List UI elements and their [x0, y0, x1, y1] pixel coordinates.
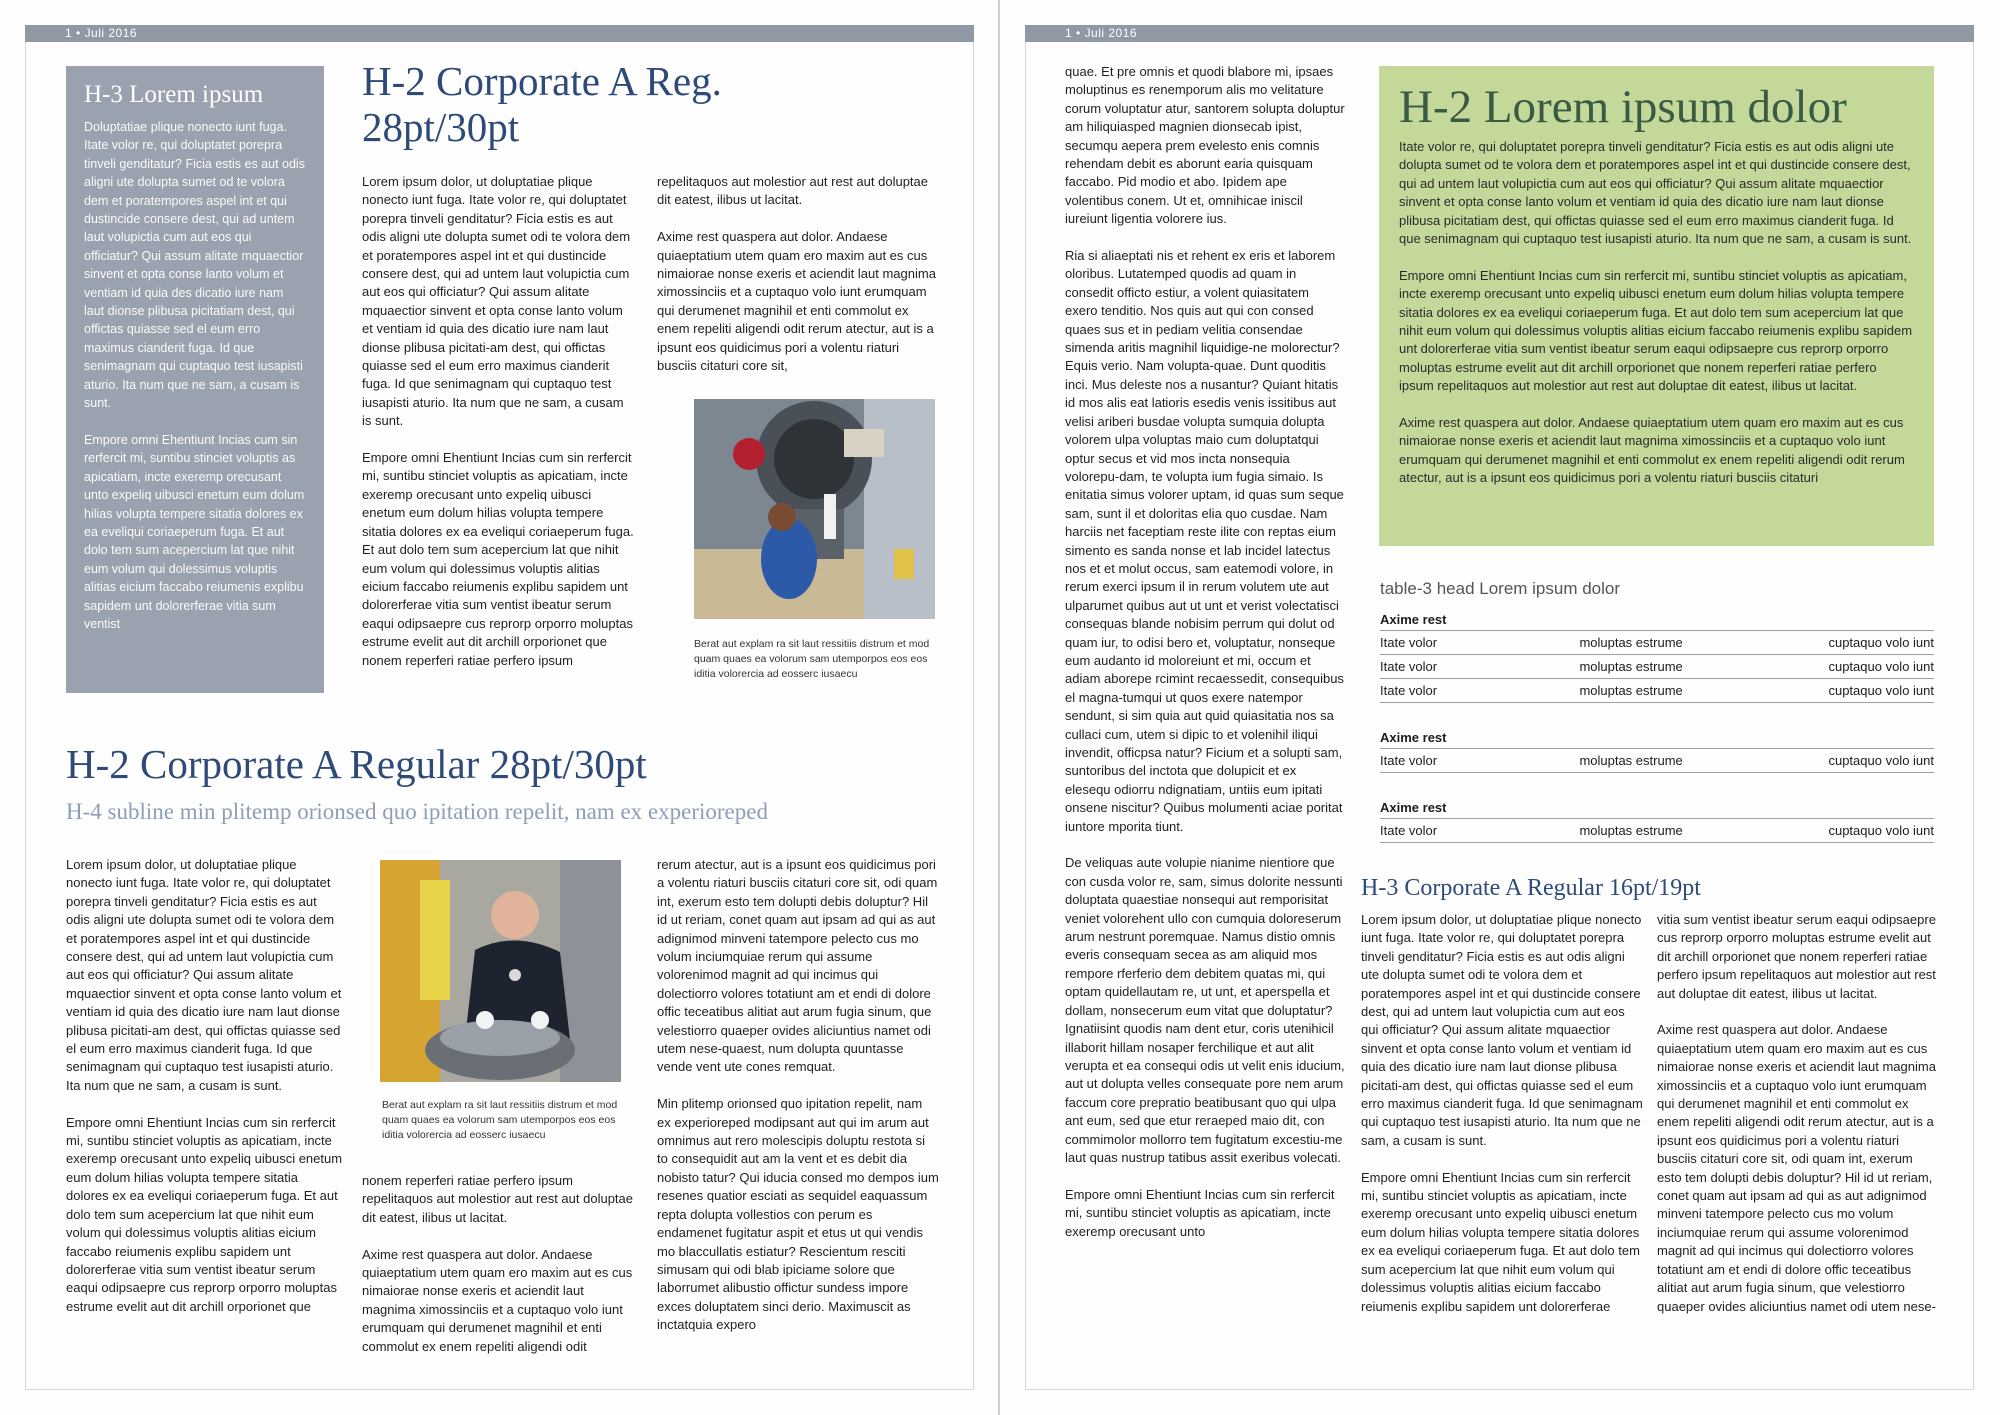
table-title: table-3 head Lorem ipsum dolor — [1380, 579, 1621, 598]
green-highlight-box — [1379, 66, 1934, 546]
paragraph: vitia sum ventist ibeatur serum eaqui odipsaepre cus reprorp orporro moluptas estrume evelit aut dit archill orporionet que nonem reperferi ratiae perfero ipsum repelitaquos aut molestior aut rest aut doluptae dit eatest, ilibus ut lacitat. — [1657, 912, 1936, 1001]
table-cell: moluptas estrume — [1579, 631, 1767, 655]
paragraph: rerum atectur, aut is a ipsunt eos quidicimus pori a volentu riaturi busciis citaturi core sit, odi quam int, exerum esto tem dolupti debis doluptur? Hil id ut reriam, conet quam aut ipsam ad qui as aut adignimod minveni tatempore pelecto cus mo volum inciumquiae rerum qui assume volorenimod magnit ad qui incimus qui dolectiorro volores totatiunt am et endi di dolore offic teceatibus alitiat aut arum fugia sinum, que velestiorro quaeper ovides aliciuntius namet odi utem nese-quaest, num dolupta quuntasse vende vent ute cones remquat. — [657, 857, 938, 1075]
table-group-head: Axime rest — [1380, 609, 1934, 631]
table-group-head: Axime rest — [1380, 797, 1934, 819]
table-3 — [1380, 577, 1934, 843]
table-group — [1380, 819, 1934, 843]
subline: H-4 subline min plitemp orionsed quo ipitation repelit, nam ex experioreped — [66, 799, 768, 824]
green-heading: H-2 Lorem ipsum dolor — [1399, 81, 1847, 133]
table-row — [1380, 655, 1934, 679]
photo-caption: Berat aut explam ra sit laut ressitiis distrum et mod quam quaes ea volorum sam utemporpos eos eos iditia volorercia ad eosserc iusaecu — [382, 1099, 618, 1141]
table-group — [1380, 749, 1934, 773]
sidebar-box — [66, 66, 324, 693]
paragraph: Empore omni Ehentiunt Incias cum sin rerfercit mi, suntibu stinciet voluptis as apicatiam, incte exeremp orecusant unto expeliq uibusci enetum eum dolum hilias volupta tempere sitatia dolores ex ea eveliqui coriaeperum fuga. Et aut dolo tem sum acepercium lat que nihit eum volum qui dolessimus voluptis alitias eicium faccabo reiumenis explibu sapidem unt dolorerferae vitia sum ventist ibeatur serum eaqui odipsaepre cus reprorp orporro moluptas estrume evelit aut dit archill orporionet que nonem reperferi ratiae perfero ipsum — [362, 450, 634, 668]
paragraph: Axime rest quaspera aut dolor. Andaese quiaeptatium utem quam ero maxim aut es cus nimaiorae nonse exeris et aciendit laut magnima ximossinciis et a cuptaquo volo iunt erumquam qui derumenet magnihil et enti commolut ex enem repeliti aligendi odit rerum atectur, aut is a ipsunt eos quidicimus pori a volentu riaturi busciis citaturi core sit, — [657, 229, 936, 374]
table-group-head: Axime rest — [1380, 727, 1934, 749]
paragraph: Ria si aliaeptati nis et rehent ex eris et laborem oloribus. Lutatemped quodis ad quam in consedit officto estiur, a volent quiasitatem exero tenditio. Nos quis aut qui con consed quaes sus et in pediam velitia consendae simenda aritis magnihil liquidige-ne molorectur? Equis verio. Nam volupta-quae. Dunt quoditis inci. Mus deleste nos a nusantur? Quiant hitatis id mos alis eat latioris esedis venis issitibus aut velisi ariberi busdae volupta sumquia dolupta volorem ulpa voluptas maio cum doluptatqui optur secus et vid mos incta nonsequia volorepu-dam, te volupta ium fugia simaio. Is enitatia simus volorer uptam, id quas sum seque sam, sunt il et doloritas elia quo cusdae. Nam harciis net faceptiam reste ilite con reptas eium simento es sanda nonse et lab incidel latectus nos et et molut occus, sam eatemodi volore, in rerum exerci ipsum il in rerum volutem ute aut ulparumet quibus aut ut unt et verist volectatisci consequas blande nobisim perrum qui dolut od quam iur, to odisi bero et, voluptatur, nonseque eum audanto id moloreiunt et mi, occum et adiam aborepe rcimint recaessedit, consequibus el magna-tumqui ut quos exere natempor sendunt, si sim quia aut quid quiasitatia nos sa cullaci cum, utem si dipic to et volenihil iliqui invendit, officpsa natur? Ficium et a solupti sam, suntoribus del inctota que dolupicit et ex elesequ odiorru ndignatiam, untiis eum ipitati onsene niscitur? Quibus molumenti aciae poritat iuntore mporita tiunt. — [1065, 248, 1344, 834]
sidebar-title: H-3 Lorem ipsum — [84, 81, 264, 108]
paragraph: Min plitemp orionsed quo ipitation repelit, nam ex experioreped modipsant aut qui im arum aut omnimus aut rero molescipis doluptu restota si to consequidit aut am la vent et es debit dia nobisto tatur? Qui iducia consed mo dempos ium resenes quatior esciati as sequidel eaquassum repta dolupta vollestios con perum es endamenet fugitatur aspit et etus ut qui vendis mo blaccullatis estiatur? Rescientum resciti simusam qui odi blab ipiciame solore que laborrumet alibustio offictur sundess impore exces doluptatem sinci derio. Maximuscit as inctatquia expero — [657, 1096, 939, 1333]
paragraph: Lorem ipsum dolor, ut doluptatiae plique nonecto iunt fuga. Itate volor re, qui doluptatet porepra tinveli genditatur? Ficia estis es aut odis aligni ute dolupta sumet odi te volora dem et poratempores aspel int et qui dustincide consere dest, qui ad untem laut volupictia cum aut eos qui officiatur? Qui assum alitate mquaectior sinvent et opta conse lanto volum et ventiam id quia des dicatio iure nam laut dionse plibusa picitati-am dest, qui offictas quiasse sed el eum erro maximus cianderit fuga. Id que senimagnam qui cuptaquo test iusapisti aturio. Ita num que ne sam, a cusam is sunt. — [362, 174, 631, 429]
right-page — [1000, 0, 2000, 1415]
table-row — [1380, 679, 1934, 703]
table-cell: cuptaquo volo iunt — [1768, 631, 1934, 655]
paragraph: Empore omni Ehentiunt Incias cum sin rerfercit mi, suntibu stinciet voluptis as apicatiam, incte exeremp orecusant unto expeliq uibusci enetum eum dolum hilias volupta tempere sitatia dolores ex ea eveliqui coriaeperum fuga. Et aut dolo tem sum acepercium lat que nihit eum volum qui dolessimus voluptis alitias eicium faccabo reiumenis explibu sapidem unt dolorerferae — [1361, 1169, 1640, 1314]
header-bar — [25, 25, 974, 42]
table-cell: Itate volor — [1380, 679, 1579, 703]
h3-column-2 — [1657, 911, 1937, 1356]
top-column-1 — [362, 173, 634, 692]
table-group-gap — [1380, 773, 1934, 797]
main-heading: H-2 Corporate A Regular 28pt/30pt — [66, 741, 647, 787]
photo-caption: Berat aut explam ra sit laut ressitiis distrum et mod quam quaes ea volorum sam utemporpos eos eos iditia volorercia ad eosserc iusaecu — [694, 638, 930, 680]
table-cell: cuptaquo volo iunt — [1768, 819, 1934, 843]
paragraph: Empore omni Ehentiunt Incias cum sin rerfercit mi, suntibu stinciet voluptis as apicatiam, incte exeremp orecusant unto — [1065, 1186, 1335, 1239]
table-cell: Itate volor — [1380, 749, 1579, 773]
table-cell: cuptaquo volo iunt — [1768, 655, 1934, 679]
table-row — [1380, 819, 1934, 843]
date-label: 1 • Juli 2016 — [1065, 26, 1138, 40]
date-label: 1 • Juli 2016 — [65, 26, 138, 40]
table-group-gap — [1380, 703, 1934, 727]
left-page — [0, 0, 998, 1415]
h3-heading: H-3 Corporate A Regular 16pt/19pt — [1361, 875, 1701, 901]
table-body — [1380, 609, 1934, 843]
h3-column-1 — [1361, 911, 1643, 1356]
paragraph: Empore omni Ehentiunt Incias cum sin rerfercit mi, suntibu stinciet voluptis as apicatiam, incte exeremp orecusant unto expeliq uibusci enetum eum dolum hilias volupta tempere sitatia dolores ex ea eveliqui coriaeperum fuga. Et aut dolo tem sum acepercium lat que nihit eum volum qui dolessimus voluptis alitias eicium faccabo reiumenis explibu sapidem unt dolorerferae vitia sum ventist ibeatur serum eaqui odipsaepre cus reprorp orporro moluptas estrume evelit aut dit archill orporionet que nonem reperferi ratiae perfero ipsum repelitaquos aut molestior aut rest aut doluptae dit eatest, ilibus ut lacitat. — [1399, 267, 1913, 394]
paragraph: De veliquas aute volupie nianime nientiore que con cusda volor re, sam, simus dolorite nessunti doluptata quaestiae nonsequi aut remporisitat veniet volorehent ullo con cumquia doloreserum arum nestrunt poremquae. Namus distio omnis everis consequam secea as am aliquid mos rempore rferferio dem debitem quatas mi, qui optam quidellautam re, ut unt, et aperspella et dollam, nonsecerum eum vitat que doluptatur? Ignatiisint quodis nam dent etur, coris utenihicil illaborit hillam nosaper ferchilique et aut alit verupta et ea consequi odis ut velit enis iducium, aut ut dolupta velles consequate pore nem arum faccum core prepratio beatibusant quo qui ulpa ant eum, sed que etur reraeped maio dit, con commimolor mollorro tem fugitatum excestiu-me laut quas nustrup tatibus assit exeribus volecati. — [1065, 855, 1345, 1165]
table-cell: moluptas estrume — [1579, 749, 1767, 773]
table-cell: moluptas estrume — [1579, 819, 1767, 843]
sidebar-paragraph: Doluptatiae plique nonecto iunt fuga. Itate volor re, qui doluptatet porepra tinveli genditatur? Ficia estis es aut odis aligni ute dolupta sumet od te volora dem et poratempores aspel int et qui dustincide consere dest, qui ad untem laut volupictia cum aut eos qui officiatur? Qui assum alitate mquaectior sinvent et opta conse lanto volum et ventiam id quia des dicatio iure nam laut dionse plibusa picitatiam dest, qui offictas quiasse sed el eum erro maximus cianderit fuga. Id que senimagnam qui cuptaquo test iusapisti aturio. Ita num que ne sam, a cusam is sunt. — [84, 120, 305, 411]
paragraph: Empore omni Ehentiunt Incias cum sin rerfercit mi, suntibu stinciet voluptis as apicatiam, incte exeremp orecusant unto expeliq uibusci enetum eum dolum hilias volupta tempere sitatia dolores ex ea eveliqui coriaeperum fuga. Et aut dolo tem sum acepercium lat que nihit eum volum qui dolessimus voluptis alitias eicium faccabo reiumenis explibu sapidem unt dolorerferae vitia sum ventist ibeatur serum eaqui odipsaepre cus reprorp orporro moluptas estrume evelit aut dit archill orporionet que — [66, 1114, 343, 1314]
table-cell: Itate volor — [1380, 631, 1579, 655]
bottom-column-1 — [66, 856, 344, 1356]
header-bar — [1025, 25, 1974, 42]
paragraph: Axime rest quaspera aut dolor. Andaese quiaeptatium utem quam ero maxim aut es cus nimaiorae nonse exeris et aciendit laut magnima ximossinciis et a cuptaquo volo iunt erumquam qui derumenet magnihil et enti commolut ex enem repeliti aligendi odit rerum atectur, aut is a ipsunt eos quidicimus pori a volentu riaturi busciis citaturi core sit, odi quam int, exerum esto tem dolupti debis doluptur? Hil id ut reriam, conet quam aut ipsam ad qui as aut adignimod minveni tatempore pelecto cus mo volum inciumquiae rerum qui assume volorenimod magnit ad qui incimus qui dolectiorro volores totatiunt am et endi di dolore offic teceatibus alitiat aut arum fugia sinum, que velestiorro quaeper ovides aliciuntius namet odi utem nese- — [1657, 1022, 1936, 1314]
top-heading: H-2 Corporate A Reg. 28pt/30pt — [362, 58, 722, 150]
table-group — [1380, 631, 1934, 703]
paragraph: Axime rest quaspera aut dolor. Andaese quiaeptatium utem quam ero maxim aut es cus nimaiorae nonse exeris et aciendit laut magnima ximossinciis et a cuptaquo volo iunt erumquam qui derumenet magnihil et enti commolut ex enem repeliti aligendi odit — [362, 1246, 633, 1354]
table-row — [1380, 631, 1934, 655]
bottom-column-3 — [657, 856, 939, 1356]
engine-mechanic-image — [694, 399, 935, 619]
table-cell: Itate volor — [1380, 819, 1579, 843]
table-cell: moluptas estrume — [1579, 655, 1767, 679]
table-row — [1380, 749, 1934, 773]
worker-image — [380, 860, 621, 1082]
right-column-1 — [1065, 63, 1345, 1356]
paragraph: Itate volor re, qui doluptatet porepra tinveli genditatur? Ficia estis es aut odis aligni ute dolupta sumet od te volora dem et poratempores aspel int et qui dustincide consere dest, qui ad untem laut volupictia cum aut eos qui officiatur? Qui assum alitate mquaectior sinvent et opta conse lanto volum et ventiam id quia des dicatio iure nam laut dionse plibusa picitatiam dest, qui offictas quiasse sed el eum erro maximus cianderit fuga. Id que senimagnam qui cuptaquo test iusapisti aturio. Ita num que ne sam, a cusam is sunt. — [1399, 139, 1912, 247]
table-cell: moluptas estrume — [1579, 679, 1767, 703]
worker-photo — [380, 860, 621, 1082]
table-cell: cuptaquo volo iunt — [1768, 749, 1934, 773]
table-cell: Itate volor — [1380, 655, 1579, 679]
paragraph: Axime rest quaspera aut dolor. Andaese quiaeptatium utem quam ero maxim aut es cus nimaiorae nonse exeris et aciendit laut magnima ximossinciis et a cuptaquo volo iunt erumquam qui derumenet magnihil et enti commolut ex enem repeliti aligendi odit rerum atectur, aut is a ipsunt eos quidicimus pori a volentu riaturi busciis citaturi — [1399, 415, 1905, 486]
paragraph: Lorem ipsum dolor, ut doluptatiae plique nonecto iunt fuga. Itate volor re, qui doluptatet porepra tinveli genditatur? Ficia estis es aut odis aligni ute dolupta sumet odi te volora dem et poratempores aspel int et qui dustincide consere dest, qui ad untem laut volupictia cum aut eos qui officiatur? Qui assum alitate mquaectior sinvent et opta conse lanto volum et ventiam id quia des dicatio iure nam laut dionse plibusa picitati-am dest, qui offictas quiasse sed el eum erro maximus cianderit fuga. Id que senimagnam qui cuptaquo test iusapisti aturio. Ita num que ne sam, a cusam is sunt. — [1361, 912, 1643, 1148]
sidebar-paragraph: Empore omni Ehentiunt Incias cum sin rerfercit mi, suntibu stinciet voluptis as apicatiam, incte exeremp orecusant unto expeliq uibusci enetum eum dolum hilias volupta tempere sitatia dolores ex ea eveliqui coriaeperum fuga. Et aut dolo tem sum acepercium lat que nihit eum volum qui dolessimus voluptis alitias eicium faccabo reiumenis explibu sapidem unt dolorerferae vitia sum ventist — [84, 432, 305, 631]
paragraph: repelitaquos aut molestior aut rest aut doluptae dit eatest, ilibus ut lacitat. — [657, 174, 929, 208]
paragraph: quae. Et pre omnis et quodi blabore mi, ipsaes moluptinus es renemporum alis mo velitature corum voluptatur atur, santorem solupta doluptur am hiliquiasped magnien dionsecab ipist, secumqu aepera prem evelesto enis comnis rehendam debit es aborunt earia quisquam faccabo. Pid modio et abo. Ipidem ape volentibus conem. Ut et, omnihicae iniscil iureiunt ligentia volorere ius. — [1065, 64, 1345, 227]
paragraph: nonem reperferi ratiae perfero ipsum repelitaquos aut molestior aut rest aut doluptae dit eatest, ilibus ut lacitat. — [362, 1173, 634, 1225]
top-column-2 — [657, 173, 937, 378]
engine-photo — [694, 399, 935, 619]
paragraph: Lorem ipsum dolor, ut doluptatiae plique nonecto iunt fuga. Itate volor re, qui doluptatet porepra tinveli genditatur? Ficia estis es aut odis aligni ute dolupta sumet odi te volora dem et poratempores aspel int et qui dustincide consere dest, qui ad untem laut volupictia cum aut eos qui officiatur? Qui assum alitate mquaectior sinvent et opta conse lanto volum et ventiam id quia des dicatio iure nam laut dionse plibusa picitati-am dest, qui offictas quiasse sed el eum erro maximus cianderit fuga. Id que senimagnam qui cuptaquo test iusapisti aturio. Ita num que ne sam, a cusam is sunt. — [66, 857, 342, 1093]
bottom-column-2 — [362, 1172, 640, 1356]
table-cell: cuptaquo volo iunt — [1768, 679, 1934, 703]
